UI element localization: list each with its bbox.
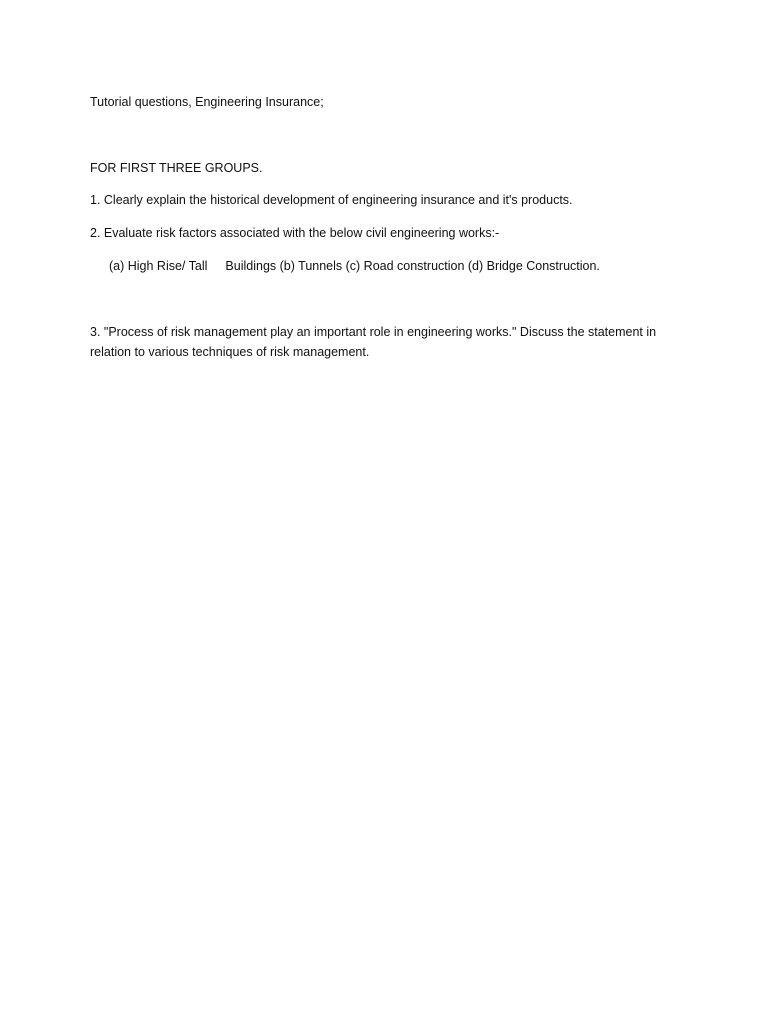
question-3: 3. "Process of risk management play an important role in engineering works." Discuss the statement in relation to various techniques of risk management.	[90, 325, 657, 359]
question-2-part-a: (a) High Rise/ Tall	[109, 259, 208, 273]
question-1: 1. Clearly explain the historical development of engineering insurance and it's products.	[90, 193, 573, 207]
question-2: 2. Evaluate risk factors associated with the below civil engineering works:-	[90, 226, 500, 240]
question-2-items	[109, 256, 600, 276]
section-heading: FOR FIRST THREE GROUPS.	[90, 161, 263, 175]
document-title: Tutorial questions, Engineering Insurance;	[90, 95, 324, 109]
question-2-part-rest: Buildings (b) Tunnels (c) Road construction (d) Bridge Construction.	[225, 259, 600, 273]
